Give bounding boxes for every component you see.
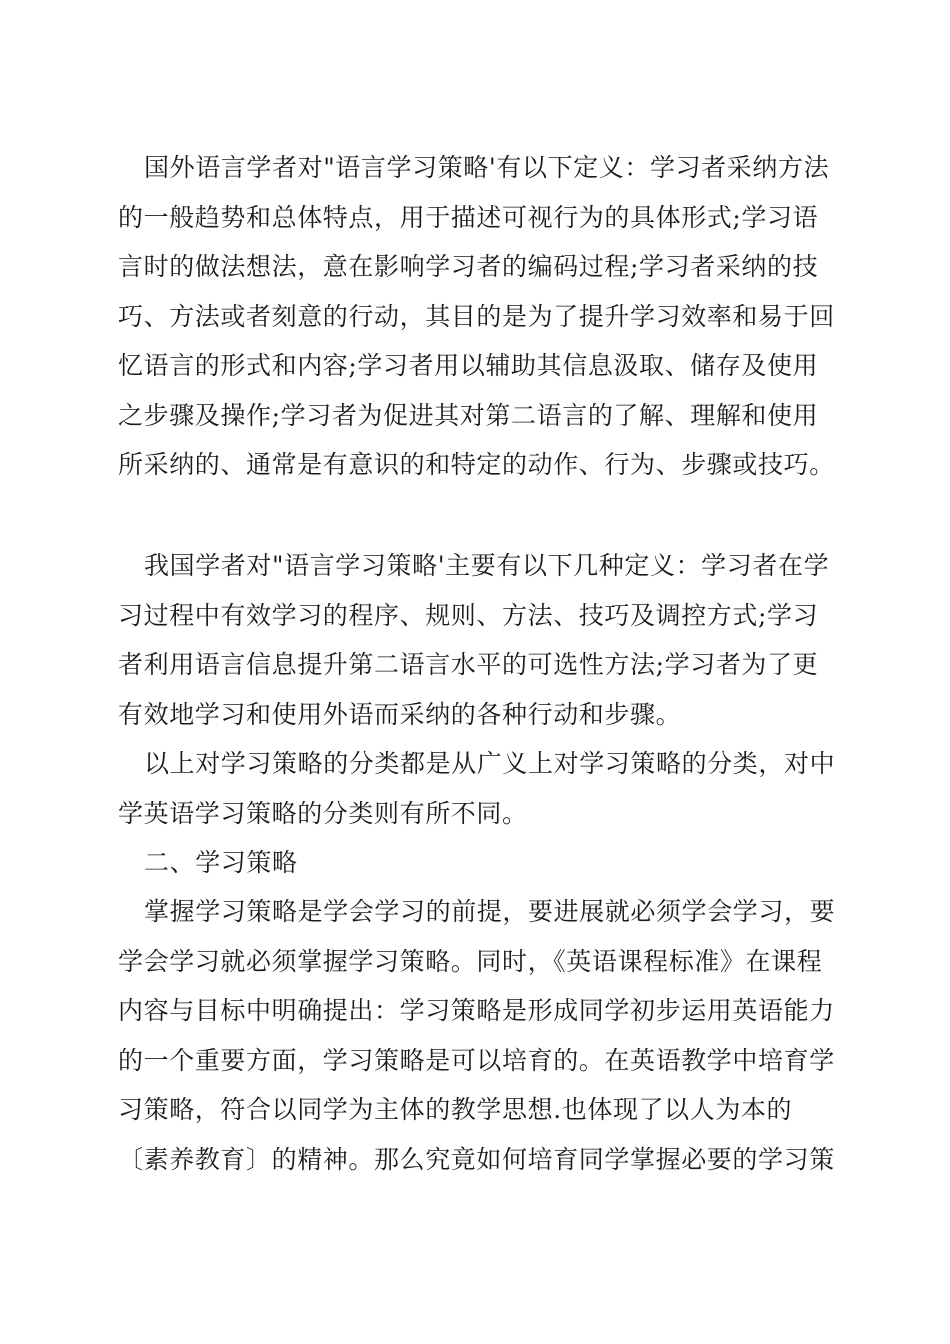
paragraph-line: 的一个重要方面，学习策略是可以培育的。在英语教学中培育学 — [118, 1045, 835, 1075]
paragraph-line: 国外语言学者对"语言学习策略'有以下定义：学习者采纳方法 — [144, 153, 830, 182]
paragraph-domestic-definitions — [118, 541, 830, 739]
section-heading — [118, 838, 830, 888]
paragraph-line: 学英语学习策略的分类则有所不同。 — [118, 798, 528, 828]
paragraph-line: 之步骤及操作;学习者为促进其对第二语言的了解、理解和使用 — [118, 400, 819, 430]
paragraph-line: 言时的做法想法，意在影响学习者的编码过程;学习者采纳的技 — [118, 252, 819, 281]
paragraph-line: 习过程中有效学习的程序、规则、方法、技巧及调控方式;学习 — [118, 600, 819, 630]
paragraph-line: 〔素养教育〕的精神。那么究竟如何培育同学掌握必要的学习策 — [118, 1144, 835, 1174]
paragraph-classification-note — [118, 739, 836, 838]
paragraph-line: 掌握学习策略是学会学习的前提，要进展就必须学会学习，要 — [144, 897, 836, 926]
section-heading-text: 二、学习策略 — [144, 848, 298, 877]
paragraph-line: 者利用语言信息提升第二语言水平的可选性方法;学习者为了更 — [118, 650, 819, 679]
paragraph-foreign-definitions — [118, 143, 835, 490]
paragraph-line: 以上对学习策略的分类都是从广义上对学习策略的分类，对中 — [144, 749, 836, 778]
paragraph-line: 巧、方法或者刻意的行动，其目的是为了提升学习效率和易于回 — [118, 301, 835, 331]
paragraph-line: 的一般趋势和总体特点，用于描述可视行为的具体形式;学习语 — [118, 202, 819, 232]
paragraph-line: 学会学习就必须掌握学习策略。同时，《英语课程标准》在课程 — [118, 946, 823, 976]
paragraph-line: 内容与目标中明确提出：学习策略是形成同学初步运用英语能力 — [118, 996, 835, 1025]
paragraph-line: 我国学者对"语言学习策略'主要有以下几种定义：学习者在学 — [144, 551, 830, 580]
paragraph-line: 习策略，符合以同学为主体的教学思想.也体现了以人为本的 — [118, 1095, 793, 1124]
paragraph-line: 忆语言的形式和内容;学习者用以辅助其信息汲取、储存及使用 — [118, 351, 819, 380]
paragraph-line: 有效地学习和使用外语而采纳的各种行动和步骤。 — [118, 699, 682, 729]
paragraph-line: 所采纳的、通常是有意识的和特定的动作、行为、步骤或技巧。 — [118, 450, 835, 479]
paragraph-learning-strategy — [118, 887, 836, 1184]
